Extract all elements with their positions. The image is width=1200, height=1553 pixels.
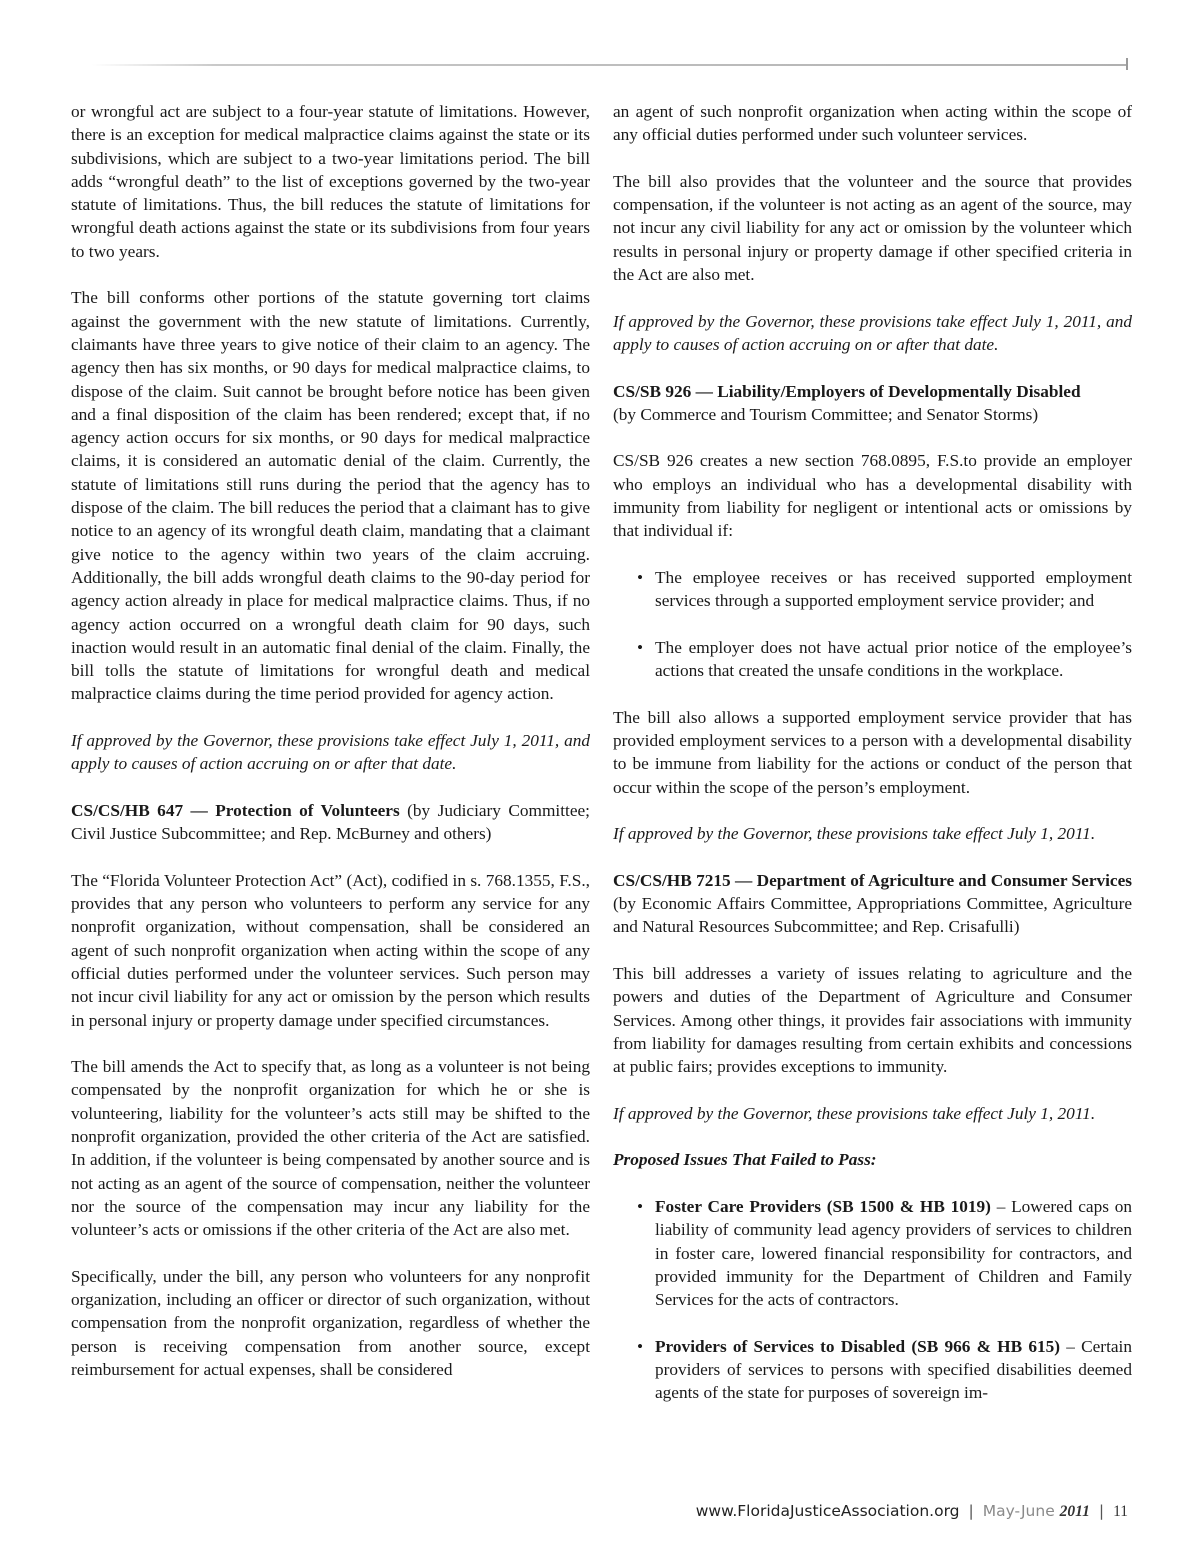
paragraph: CS/SB 926 creates a new section 768.0895, F.S.to provide an employer who employs an individual who has a developmental disability with immunity from liability for negligent or intentional acts or omissions by that individual if: bbox=[613, 451, 1132, 541]
right-column bbox=[613, 100, 1132, 1428]
bullet-icon: • bbox=[637, 637, 644, 657]
paragraph: or wrongful act are subject to a four-year statute of limitations. However, there is an exception for medical malpractice claims against the state or its subdivisions, which are subject to a two-year limitations period. The bill adds “wrongful death” to the list of exceptions governed by the two-year statute of limitations. Thus, the bill reduces the statute of limitations for wrongful death actions against the state or its subdivisions from four years to two years. bbox=[71, 102, 590, 261]
issue-label: May-June bbox=[982, 1502, 1055, 1520]
bullet-icon: • bbox=[637, 1196, 644, 1216]
footer-separator: | bbox=[1098, 1502, 1105, 1520]
bill-sponsors: (by Commerce and Tourism Committee; and Senator Storms) bbox=[613, 404, 1039, 424]
paragraph: The “Florida Volunteer Protection Act” (Act), codified in s. 768.1355, F.S., provides that any person who volunteers to perform any service for any nonprofit organization, without compensation, shall be considered an agent of such nonprofit organization when acting within the scope of any official duties performed under the volunteer services. Such person may not incur civil liability for any act or omission by the person which results in personal injury or property damage under specified circumstances. bbox=[71, 870, 590, 1030]
bill-title: CS/CS/HB 7215 — Department of Agriculture and Consumer Services bbox=[613, 870, 1132, 890]
bill-sponsors: (by Economic Affairs Committee, Appropriations Committee, Agriculture and Natural Resources Subcommittee; and Rep. Crisafulli) bbox=[613, 894, 1132, 937]
header-rule-tick bbox=[1126, 58, 1128, 70]
bill-heading bbox=[71, 799, 590, 846]
bill-heading bbox=[613, 869, 1132, 939]
bill-title: CS/CS/HB 647 — Protection of Volunteers bbox=[71, 800, 400, 820]
effective-date-note: If approved by the Governor, these provisions take effect July 1, 2011. bbox=[613, 1103, 1096, 1123]
header-rule bbox=[92, 64, 1128, 66]
bill-sponsors: (by Judiciary Committee; Civil Justice Subcommittee; and Rep. McBurney and others) bbox=[71, 800, 590, 844]
paragraph: an agent of such nonprofit organization when acting within the scope of any official duties performed under such volunteer services. bbox=[613, 102, 1132, 145]
list-item: • The employer does not have actual prior notice of the employee’s actions that created the unsafe conditions in the workplace. bbox=[637, 637, 1132, 681]
effective-date-note: If approved by the Governor, these provisions take effect July 1, 2011. bbox=[613, 824, 1096, 844]
effective-date-note: If approved by the Governor, these provisions take effect July 1, 2011, and apply to causes of action accruing on or after that date. bbox=[613, 311, 1132, 354]
paragraph: The bill also allows a supported employment service provider that has provided employment services to a person with a developmental disability to be immune from liability for the actions or conduct of the person that occur within the scope of the person’s employment. bbox=[613, 707, 1132, 797]
paragraph: The bill conforms other portions of the statute governing tort claims against the government with the new statute of limitations. Currently, claimants have three years to give notice of their claim to an agency. The agency then has six months, or 90 days for medical malpractice claims, to dispose of the claim. Suit cannot be brought before notice has been given and a final disposition of the claim has been rendered; except that, if no agency action occurs for six months, or 90 days for medical malpractice claims, it is considered an automatic denial of the claim. Currently, the statute of limitations still runs during the period that the agency has to dispose of the claim. The bill reduces the period that a claimant has to give notice to an agency of its wrongful death claim, mandating that a claimant give notice to the agency within two years of the claim accruing. Additionally, the bill adds wrongful death claims to the 90-day period for agency action already in place for medical malpractice claims. Thus, if no agency action occurred on a wrongful death claim for 90 days, such inaction would result in an automatic final denial of the claim. Finally, the bill tolls the statute of limitations for wrongful death and medical malpractice claims during the time period provided for agency action. bbox=[71, 288, 590, 704]
page-number: 11 bbox=[1113, 1503, 1128, 1520]
bill-title: CS/SB 926 — Liability/Employers of Developmentally Disabled bbox=[613, 381, 1081, 401]
footer-separator: | bbox=[968, 1502, 974, 1520]
paragraph: This bill addresses a variety of issues relating to agriculture and the powers and duties of the Department of Agriculture and Consumer Services. Among other things, it provides fair associations with immunity from liability for damages resulting from certain exhibits and concessions at public fairs; provides exceptions to immunity. bbox=[613, 963, 1132, 1077]
section-heading: Proposed Issues That Failed to Pass: bbox=[613, 1150, 877, 1170]
list-item: • Providers of Services to Disabled (SB 966 & HB 615) – Certain providers of services to persons with specified disabilities deemed agents of the state for purposes of sovereign im- bbox=[637, 1336, 1132, 1403]
left-column bbox=[71, 100, 590, 1405]
bill-heading bbox=[613, 380, 1132, 427]
effective-date-note: If approved by the Governor, these provisions take effect July 1, 2011, and apply to causes of action accruing on or after that date. bbox=[71, 731, 590, 774]
bullet-icon: • bbox=[637, 567, 644, 587]
list-item: • The employee receives or has received supported employment services through a supported employment service provider; and bbox=[637, 567, 1132, 611]
list-item: • Foster Care Providers (SB 1500 & HB 1019) – Lowered caps on liability of community lead agency providers of services to children in foster care, lowered financial responsibility for contractors, and provided immunity for the Department of Children and Family Services for the acts of contractors. bbox=[637, 1196, 1132, 1310]
conditions-list bbox=[613, 566, 1132, 682]
issue-year: 2011 bbox=[1059, 1503, 1090, 1520]
website-link[interactable]: www.FloridaJusticeAssociation.org bbox=[695, 1502, 960, 1520]
paragraph: The bill also provides that the volunteer and the source that provides compensation, if the volunteer is not acting as an agent of the source, may not incur any civil liability for any act or omission by the volunteer which results in personal injury or property damage if other specified criteria in the Act are also met. bbox=[613, 171, 1132, 285]
bullet-icon: • bbox=[637, 1336, 644, 1356]
page-footer bbox=[696, 1502, 1128, 1521]
paragraph: Specifically, under the bill, any person who volunteers for any nonprofit organization, including an officer or director of such organization, without compensation from the nonprofit organization, regardless of whether the person is receiving compensation from another source, except reimbursement for actual expenses, shall be considered bbox=[71, 1266, 590, 1380]
paragraph: The bill amends the Act to specify that, as long as a volunteer is not being compensated by the nonprofit organization for which he or she is volunteering, liability for the volunteer’s acts still may be shifted to the nonprofit organization, provided the other criteria of the Act are satisfied. In addition, if the volunteer is being compensated by another source and is not acting as an agent of the source of compensation, neither the volunteer nor the source of the compensation may incur any liability for the volunteer’s acts or omissions if the other criteria of the Act are also met. bbox=[71, 1057, 590, 1240]
failed-issues-list bbox=[613, 1195, 1132, 1405]
